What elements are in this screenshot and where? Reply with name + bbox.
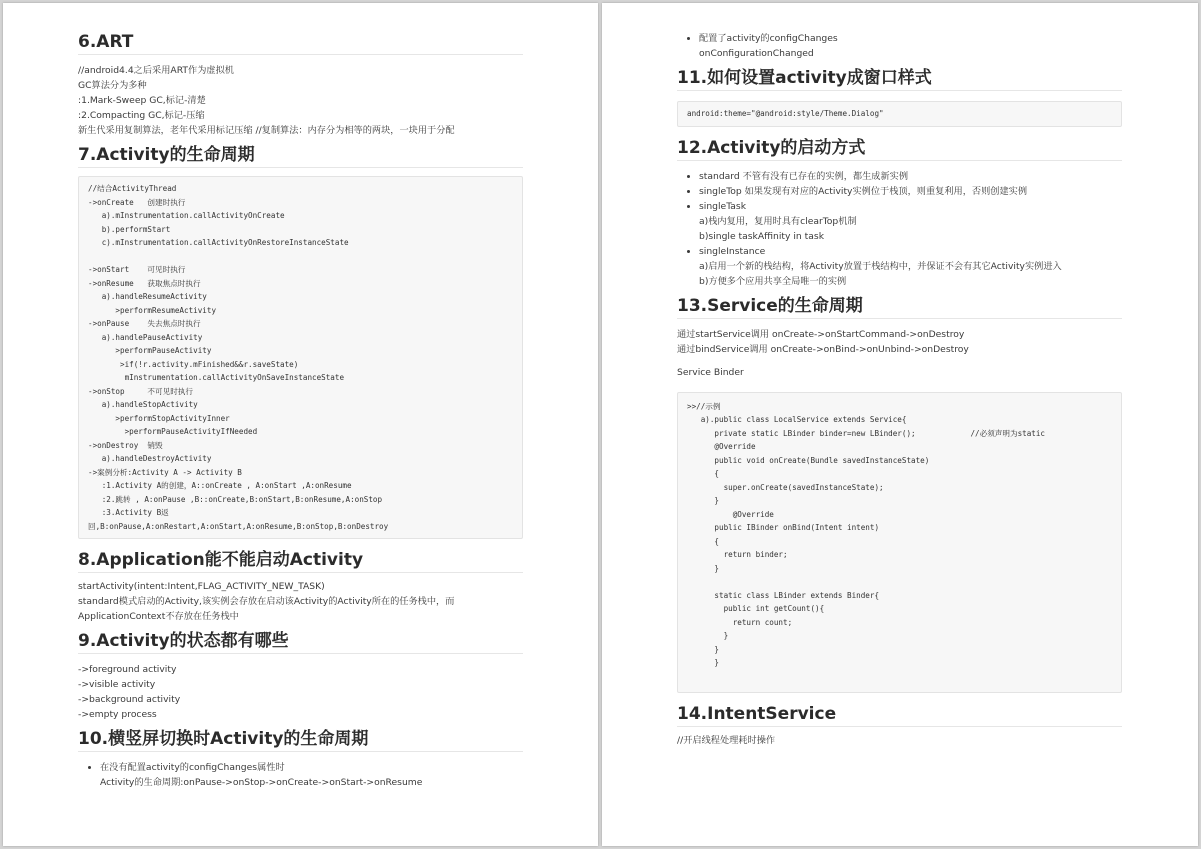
list-item	[699, 31, 1122, 61]
text-line: a)启用一个新的栈结构，将Activity放置于栈结构中，并保证不会有其它Activity实例进入	[699, 260, 1062, 272]
text-line: Service Binder	[677, 366, 744, 378]
text-line: • singleTop 如果发现有对应的Activity实例位于栈顶，则重复利用，否则创建实例	[699, 185, 1028, 197]
section-13-code-block: >>//示例 a).public class LocalService extends Service{ private static LBinder binder=new LBinder(); //必须声明为static @Override public void onCreate(Bundle savedInstanceState) { super.onCreate(savedInstanceState); } @Override public IBinder onBind(Intent intent) { return binder; } static class LBinder extends Binder{ public int getCount(){ return count; } } }	[677, 392, 1122, 693]
text-line: • singleTask	[699, 200, 747, 212]
text-line: Activity的生命周期:onPause->onStop->onCreate->onStart->onResume	[100, 777, 423, 788]
section-6-body	[78, 63, 523, 138]
list-item	[699, 169, 1122, 184]
document-page-right	[602, 3, 1198, 846]
section-10-list-continued	[677, 31, 1122, 61]
text-line: //android4.4之后采用ART作为虚拟机	[78, 65, 234, 76]
text-line: b)方便多个应用共享全局唯一的实例	[699, 275, 847, 287]
page-right-content	[677, 31, 1122, 748]
text-line: 通过bindService调用 onCreate->onBind->onUnbind->onDestroy	[677, 343, 969, 355]
text-line: 新生代采用复制算法，老年代采用标记压缩 //复制算法：内存分为相等的两块，一块用于分配	[78, 125, 455, 136]
section-8-body	[78, 579, 523, 624]
text-line: onConfigurationChanged	[699, 48, 814, 59]
section-8-heading: 8.Application能不能启动Activity	[78, 549, 523, 573]
text-line: standard模式启动的Activity,该实例会存放在启动该Activity的Activity所在的任务栈中，而	[78, 596, 455, 607]
section-12-list	[677, 169, 1122, 289]
text-line: ->visible activity	[78, 679, 156, 690]
section-9-body	[78, 662, 523, 722]
text-line: • standard 不管有没有已存在的实例，都生成新实例	[699, 170, 909, 182]
section-14-body	[677, 733, 1122, 748]
text-line: :1.Mark-Sweep GC,标记-清楚	[78, 95, 206, 106]
section-6-heading: 6.ART	[78, 31, 523, 55]
text-line: • 配置了activity的configChanges	[699, 33, 838, 44]
list-item	[699, 184, 1122, 199]
text-line: ApplicationContext不存放在任务栈中	[78, 611, 239, 622]
text-line: ->empty process	[78, 709, 157, 720]
section-14-heading: 14.IntentService	[677, 703, 1122, 727]
text-line: ->foreground activity	[78, 664, 177, 675]
section-13-body	[677, 327, 1122, 380]
text-line: a)栈内复用，复用时具有clearTop机制	[699, 215, 857, 227]
list-item	[100, 760, 523, 790]
text-line: //开启线程处理耗时操作	[677, 734, 776, 746]
text-line: 通过startService调用 onCreate->onStartCommand->onDestroy	[677, 328, 965, 340]
section-11-code-block: android:theme="@android:style/Theme.Dialog"	[677, 101, 1122, 127]
section-13-heading: 13.Service的生命周期	[677, 295, 1122, 319]
text-line: startActivity(intent:Intent,FLAG_ACTIVITY_NEW_TASK)	[78, 581, 325, 592]
section-10-list	[78, 760, 523, 790]
section-7-code-block: //结合ActivityThread ->onCreate 创建时执行 a).mInstrumentation.callActivityOnCreate b).performStart c).mInstrumentation.callActivityOnRestoreInstanceState ->onStart 可见时执行 ->onResume 获取焦点时执行 a).handleResumeActivity >performResumeActivity ->onPause 失去焦点时执行 a).handlePauseActivity >performPauseActivity >if(!r.activity.mFinished&&r.saveState) mInstrumentation.callActivityOnSaveInstanceState ->onStop 不可见时执行 a).handleStopActivity >performStopActivityInner >performPauseActivityIfNeeded ->onDestroy 销毁 a).handleDestroyActivity ->案例分析:Activity A -> Activity B :1.Activity A的创建，A::onCreate , A:onStart ,A:onResume :2.跳转 , A:onPause ,B::onCreate,B:onStart,B:onResume,A:onStop :3.Activity B返 回,B:onPause,A:onRestart,A:onStart,A:onResume,B:onStop,B:onDestroy	[78, 176, 523, 539]
section-9-heading: 9.Activity的状态都有哪些	[78, 630, 523, 654]
text-line: ->background activity	[78, 694, 181, 705]
section-11-heading: 11.如何设置activity成窗口样式	[677, 67, 1122, 91]
text-line: • singleInstance	[699, 245, 766, 257]
section-12-heading: 12.Activity的启动方式	[677, 137, 1122, 161]
text-line: :2.Compacting GC,标记-压缩	[78, 110, 205, 121]
text-line: b)single taskAffinity in task	[699, 230, 825, 242]
page-left-content	[78, 31, 523, 790]
list-item	[699, 244, 1122, 289]
list-item	[699, 199, 1122, 244]
text-line: GC算法分为多种	[78, 80, 147, 91]
section-10-heading: 10.横竖屏切换时Activity的生命周期	[78, 728, 523, 752]
section-7-heading: 7.Activity的生命周期	[78, 144, 523, 168]
text-line: • 在没有配置activity的configChanges属性时	[100, 762, 285, 773]
document-page-left	[3, 3, 598, 846]
